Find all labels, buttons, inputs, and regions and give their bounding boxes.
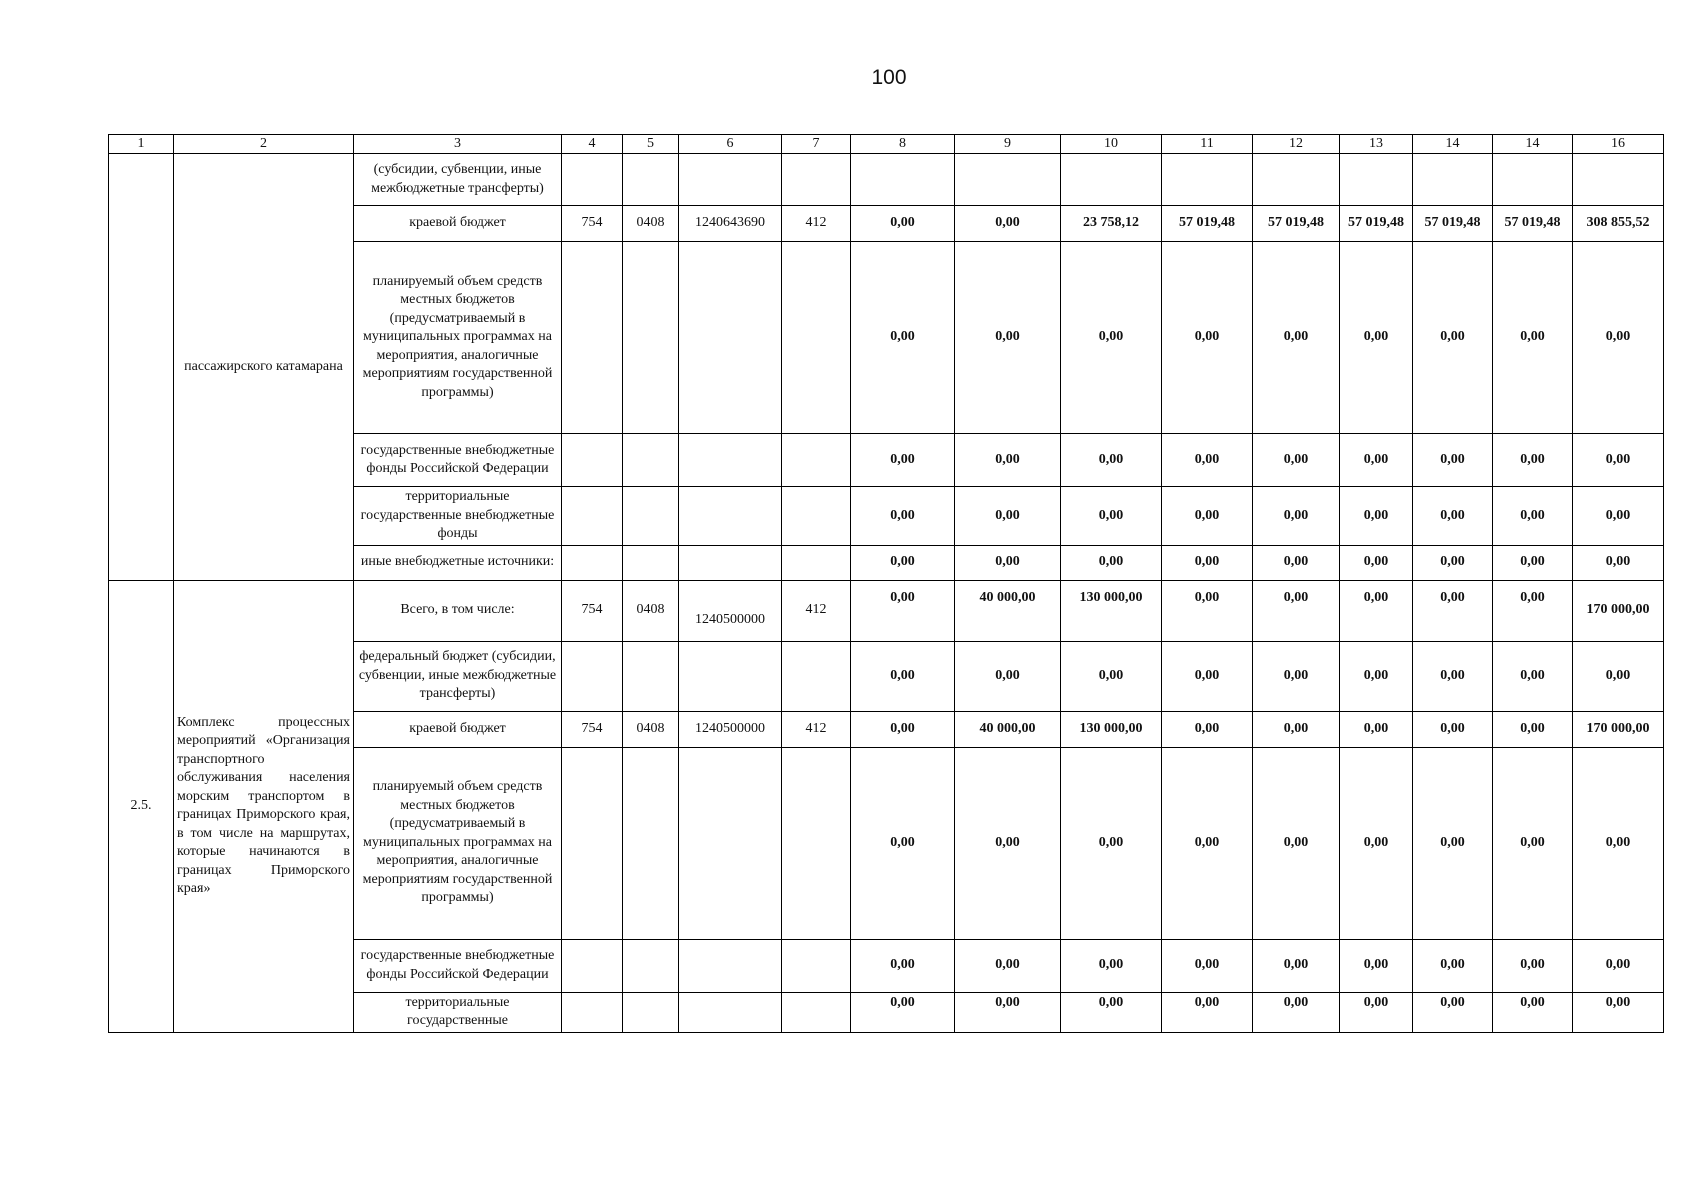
amount-cell xyxy=(1573,154,1664,206)
budget-code xyxy=(782,641,851,711)
amount-cell: 0,00 xyxy=(1061,434,1162,487)
amount-cell: 0,00 xyxy=(1573,545,1664,580)
budget-code xyxy=(679,641,782,711)
amount-cell: 0,00 xyxy=(851,545,955,580)
amount-cell: 0,00 xyxy=(1340,487,1413,546)
column-number: 14 xyxy=(1413,135,1493,154)
budget-code: 754 xyxy=(562,580,623,641)
budget-code xyxy=(679,747,782,939)
amount-cell: 0,00 xyxy=(1413,747,1493,939)
budget-code xyxy=(679,939,782,992)
amount-cell: 170 000,00 xyxy=(1573,711,1664,747)
amount-cell: 0,00 xyxy=(955,434,1061,487)
header-row xyxy=(109,135,1664,154)
column-number: 12 xyxy=(1253,135,1340,154)
funding-source: государственные внебюджетные фонды Российской Федерации xyxy=(354,434,562,487)
amount-cell: 0,00 xyxy=(1413,242,1493,434)
amount-cell xyxy=(1162,154,1253,206)
budget-code xyxy=(623,242,679,434)
amount-cell: 0,00 xyxy=(1493,939,1573,992)
budget-table xyxy=(108,134,1664,1033)
amount-cell: 0,00 xyxy=(1573,747,1664,939)
amount-cell: 40 000,00 xyxy=(955,711,1061,747)
item-number xyxy=(109,154,174,581)
amount-cell: 57 019,48 xyxy=(1253,206,1340,242)
amount-cell: 0,00 xyxy=(1061,939,1162,992)
amount-cell: 0,00 xyxy=(955,242,1061,434)
amount-cell: 0,00 xyxy=(1340,992,1413,1032)
budget-code xyxy=(679,545,782,580)
amount-cell xyxy=(1340,154,1413,206)
amount-cell: 0,00 xyxy=(1061,242,1162,434)
budget-code xyxy=(782,434,851,487)
budget-code: 0408 xyxy=(623,206,679,242)
item-number: 2.5. xyxy=(109,580,174,1032)
amount-cell: 0,00 xyxy=(1493,545,1573,580)
amount-cell: 0,00 xyxy=(1253,939,1340,992)
amount-cell: 0,00 xyxy=(1340,580,1413,641)
funding-source: краевой бюджет xyxy=(354,711,562,747)
amount-cell: 0,00 xyxy=(1253,545,1340,580)
amount-cell: 0,00 xyxy=(1253,242,1340,434)
budget-code xyxy=(562,747,623,939)
amount-cell xyxy=(851,154,955,206)
budget-code xyxy=(562,939,623,992)
amount-cell xyxy=(1253,154,1340,206)
amount-cell: 0,00 xyxy=(1413,711,1493,747)
column-number: 7 xyxy=(782,135,851,154)
funding-source: (субсидии, субвенции, иные межбюджетные трансферты) xyxy=(354,154,562,206)
amount-cell: 0,00 xyxy=(1413,939,1493,992)
amount-cell: 0,00 xyxy=(1340,939,1413,992)
amount-cell: 0,00 xyxy=(1413,487,1493,546)
funding-source: территориальные государственные xyxy=(354,992,562,1032)
budget-code xyxy=(562,641,623,711)
amount-cell xyxy=(1493,154,1573,206)
amount-cell: 0,00 xyxy=(1573,992,1664,1032)
column-number: 2 xyxy=(174,135,354,154)
amount-cell: 57 019,48 xyxy=(1493,206,1573,242)
budget-code xyxy=(562,242,623,434)
amount-cell: 0,00 xyxy=(955,487,1061,546)
amount-cell: 0,00 xyxy=(1493,434,1573,487)
budget-code xyxy=(782,154,851,206)
amount-cell: 0,00 xyxy=(1253,434,1340,487)
amount-cell: 0,00 xyxy=(1340,747,1413,939)
amount-cell: 0,00 xyxy=(1493,487,1573,546)
column-number: 14 xyxy=(1493,135,1573,154)
amount-cell: 0,00 xyxy=(955,939,1061,992)
budget-code xyxy=(623,641,679,711)
column-number: 4 xyxy=(562,135,623,154)
budget-code: 412 xyxy=(782,580,851,641)
amount-cell: 0,00 xyxy=(1573,939,1664,992)
amount-cell: 0,00 xyxy=(955,545,1061,580)
amount-cell: 0,00 xyxy=(1413,992,1493,1032)
table-body xyxy=(109,135,1664,1033)
column-number: 13 xyxy=(1340,135,1413,154)
column-number: 5 xyxy=(623,135,679,154)
amount-cell: 0,00 xyxy=(1493,747,1573,939)
amount-cell: 57 019,48 xyxy=(1413,206,1493,242)
item-name: Комплекс процессных мероприятий «Организация транспортного обслуживания населения морским транспортом в границах Приморского края, в том числе на маршрутах, которые начинаются в границах Приморского края» xyxy=(174,580,354,1032)
amount-cell: 0,00 xyxy=(1493,242,1573,434)
funding-source: Всего, в том числе: xyxy=(354,580,562,641)
amount-cell: 0,00 xyxy=(1162,747,1253,939)
column-number: 16 xyxy=(1573,135,1664,154)
budget-code xyxy=(562,992,623,1032)
budget-code xyxy=(623,939,679,992)
amount-cell: 0,00 xyxy=(1493,992,1573,1032)
budget-code xyxy=(562,434,623,487)
amount-cell: 0,00 xyxy=(1061,641,1162,711)
amount-cell: 57 019,48 xyxy=(1340,206,1413,242)
table-row xyxy=(109,154,1664,206)
amount-cell: 0,00 xyxy=(851,641,955,711)
budget-code xyxy=(782,747,851,939)
amount-cell: 0,00 xyxy=(955,641,1061,711)
amount-cell: 0,00 xyxy=(1493,711,1573,747)
amount-cell: 0,00 xyxy=(1253,711,1340,747)
amount-cell: 0,00 xyxy=(851,711,955,747)
amount-cell: 0,00 xyxy=(851,206,955,242)
amount-cell: 0,00 xyxy=(955,992,1061,1032)
amount-cell: 0,00 xyxy=(1061,992,1162,1032)
amount-cell: 0,00 xyxy=(955,747,1061,939)
budget-code xyxy=(623,992,679,1032)
column-number: 1 xyxy=(109,135,174,154)
funding-source: иные внебюджетные источники: xyxy=(354,545,562,580)
budget-code: 412 xyxy=(782,206,851,242)
amount-cell: 0,00 xyxy=(1162,641,1253,711)
budget-code xyxy=(782,487,851,546)
amount-cell: 0,00 xyxy=(1253,487,1340,546)
budget-code xyxy=(562,154,623,206)
amount-cell: 0,00 xyxy=(1162,434,1253,487)
amount-cell: 0,00 xyxy=(851,580,955,641)
amount-cell: 0,00 xyxy=(1253,747,1340,939)
budget-code xyxy=(679,487,782,546)
budget-code xyxy=(623,487,679,546)
amount-cell: 0,00 xyxy=(1493,641,1573,711)
amount-cell: 0,00 xyxy=(1493,580,1573,641)
amount-cell: 23 758,12 xyxy=(1061,206,1162,242)
funding-source: планируемый объем средств местных бюджетов (предусматриваемый в муниципальных программах на мероприятия, аналогичные мероприятиям государственной программы) xyxy=(354,242,562,434)
amount-cell: 0,00 xyxy=(1573,487,1664,546)
amount-cell xyxy=(955,154,1061,206)
page-number: 100 xyxy=(871,66,907,89)
funding-source: федеральный бюджет (субсидии, субвенции, иные межбюджетные трансферты) xyxy=(354,641,562,711)
amount-cell: 0,00 xyxy=(955,206,1061,242)
column-number: 10 xyxy=(1061,135,1162,154)
amount-cell: 0,00 xyxy=(851,434,955,487)
amount-cell: 0,00 xyxy=(1162,992,1253,1032)
amount-cell: 0,00 xyxy=(1061,747,1162,939)
amount-cell: 0,00 xyxy=(1162,580,1253,641)
amount-cell: 130 000,00 xyxy=(1061,580,1162,641)
budget-code xyxy=(562,487,623,546)
amount-cell: 0,00 xyxy=(1573,242,1664,434)
amount-cell: 0,00 xyxy=(1162,545,1253,580)
column-number: 3 xyxy=(354,135,562,154)
budget-code: 1240643690 xyxy=(679,206,782,242)
budget-code xyxy=(679,242,782,434)
column-number: 9 xyxy=(955,135,1061,154)
amount-cell: 0,00 xyxy=(1253,580,1340,641)
amount-cell: 0,00 xyxy=(851,242,955,434)
amount-cell: 40 000,00 xyxy=(955,580,1061,641)
amount-cell: 0,00 xyxy=(1573,434,1664,487)
budget-code: 754 xyxy=(562,206,623,242)
funding-source: государственные внебюджетные фонды Российской Федерации xyxy=(354,939,562,992)
budget-code xyxy=(623,434,679,487)
amount-cell: 170 000,00 xyxy=(1573,580,1664,641)
budget-code: 412 xyxy=(782,711,851,747)
amount-cell: 0,00 xyxy=(1162,711,1253,747)
budget-code xyxy=(782,992,851,1032)
budget-code xyxy=(679,434,782,487)
budget-code xyxy=(623,545,679,580)
amount-cell: 0,00 xyxy=(1162,939,1253,992)
amount-cell: 0,00 xyxy=(851,939,955,992)
amount-cell: 0,00 xyxy=(1340,641,1413,711)
amount-cell: 0,00 xyxy=(1413,434,1493,487)
budget-code: 1240500000 xyxy=(679,711,782,747)
amount-cell: 0,00 xyxy=(1340,434,1413,487)
budget-code xyxy=(562,545,623,580)
amount-cell: 0,00 xyxy=(1413,641,1493,711)
table-row xyxy=(109,580,1664,641)
amount-cell: 0,00 xyxy=(1061,487,1162,546)
amount-cell: 0,00 xyxy=(1573,641,1664,711)
amount-cell: 0,00 xyxy=(1162,487,1253,546)
amount-cell: 130 000,00 xyxy=(1061,711,1162,747)
amount-cell: 0,00 xyxy=(1162,242,1253,434)
funding-source: территориальные государственные внебюджетные фонды xyxy=(354,487,562,546)
amount-cell: 0,00 xyxy=(1413,580,1493,641)
column-number: 11 xyxy=(1162,135,1253,154)
amount-cell: 0,00 xyxy=(1340,242,1413,434)
budget-code xyxy=(782,939,851,992)
amount-cell: 0,00 xyxy=(1340,545,1413,580)
amount-cell: 0,00 xyxy=(1061,545,1162,580)
budget-code xyxy=(679,992,782,1032)
amount-cell: 0,00 xyxy=(1253,992,1340,1032)
amount-cell: 0,00 xyxy=(1253,641,1340,711)
budget-code xyxy=(623,154,679,206)
amount-cell: 0,00 xyxy=(851,487,955,546)
amount-cell: 57 019,48 xyxy=(1162,206,1253,242)
amount-cell xyxy=(1061,154,1162,206)
amount-cell xyxy=(1413,154,1493,206)
budget-code: 754 xyxy=(562,711,623,747)
amount-cell: 0,00 xyxy=(1340,711,1413,747)
item-name: пассажирского катамарана xyxy=(174,154,354,581)
funding-source: краевой бюджет xyxy=(354,206,562,242)
budget-code: 0408 xyxy=(623,711,679,747)
budget-code xyxy=(782,545,851,580)
budget-code xyxy=(679,154,782,206)
funding-source: планируемый объем средств местных бюджетов (предусматриваемый в муниципальных программах на мероприятия, аналогичные мероприятиям государственной программы) xyxy=(354,747,562,939)
budget-code: 1240500000 xyxy=(679,580,782,641)
budget-code xyxy=(623,747,679,939)
amount-cell: 0,00 xyxy=(851,992,955,1032)
column-number: 6 xyxy=(679,135,782,154)
budget-code: 0408 xyxy=(623,580,679,641)
column-number: 8 xyxy=(851,135,955,154)
budget-code xyxy=(782,242,851,434)
amount-cell: 308 855,52 xyxy=(1573,206,1664,242)
amount-cell: 0,00 xyxy=(1413,545,1493,580)
amount-cell: 0,00 xyxy=(851,747,955,939)
